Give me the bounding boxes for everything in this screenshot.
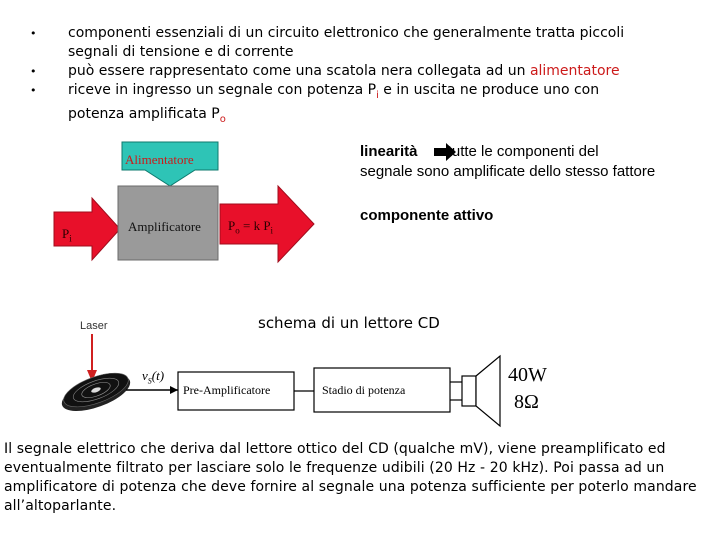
output-power-formula: = k P — [239, 218, 271, 233]
subscript: o — [235, 225, 240, 236]
signal-arrowhead — [170, 386, 178, 394]
subscript: i — [69, 233, 72, 244]
subscript: S — [147, 376, 152, 386]
bullet-text: segnali di tensione e di corrente — [68, 44, 294, 60]
footer-paragraph: Il segnale elettrico che deriva dal lettore ottico del CD (qualche mV), viene preamplificato ed eventualmente filtrato per lasciare solo le frequenze udibili (20 Hz - 20 kHz). Poi passa ad un amplificatore di potenza che deve fornire al segnale una potenza sufficiente per poterlo mandare all’altoparlante. — [4, 441, 697, 514]
signal-label — [142, 368, 164, 386]
supply-label: Alimentatore — [125, 152, 194, 167]
bullet-text: riceve in ingresso un segnale con potenza P — [68, 82, 377, 98]
speaker-icon — [462, 356, 500, 426]
bullet-text: può essere rappresentato come una scatola nera collegata ad un — [68, 63, 530, 79]
subscript: o — [219, 113, 226, 125]
input-power-symbol: P — [62, 226, 70, 241]
linearity-title: linearità — [360, 143, 418, 160]
amplifier-label: Amplificatore — [128, 219, 201, 234]
preamp-label: Pre-Amplificatore — [183, 383, 271, 397]
subscript: i — [270, 225, 274, 236]
power-stage-label: Stadio di potenza — [322, 383, 406, 397]
impedance-rating: 8Ω — [514, 391, 539, 413]
active-component-note: componente attivo — [360, 207, 494, 224]
power-rating: 40W — [508, 364, 547, 386]
signal-symbol: v — [142, 368, 148, 383]
bullet-text: e in uscita ne produce uno con — [378, 82, 600, 98]
cd-caption: schema di un lettore CD — [258, 314, 440, 332]
subscript: i — [376, 89, 379, 101]
linearity-line2: segnale sono amplificate dello stesso fattore — [360, 163, 656, 180]
bullet-text: potenza amplificata P — [68, 105, 220, 122]
laser-label: Laser — [80, 320, 108, 332]
bullet-dot: • — [30, 27, 37, 40]
bullet-dot: • — [30, 84, 37, 97]
cd-disc-icon — [57, 366, 134, 418]
bullet-text: componenti essenziali di un circuito elettronico che generalmente tratta piccoli — [68, 25, 625, 41]
bullet-dot: • — [30, 65, 37, 78]
alimentatore-highlight: alimentatore — [529, 63, 620, 79]
signal-arg: (t) — [151, 368, 165, 383]
linearity-line1: tutte le componenti del — [443, 143, 599, 160]
output-power-symbol: P — [228, 218, 236, 233]
